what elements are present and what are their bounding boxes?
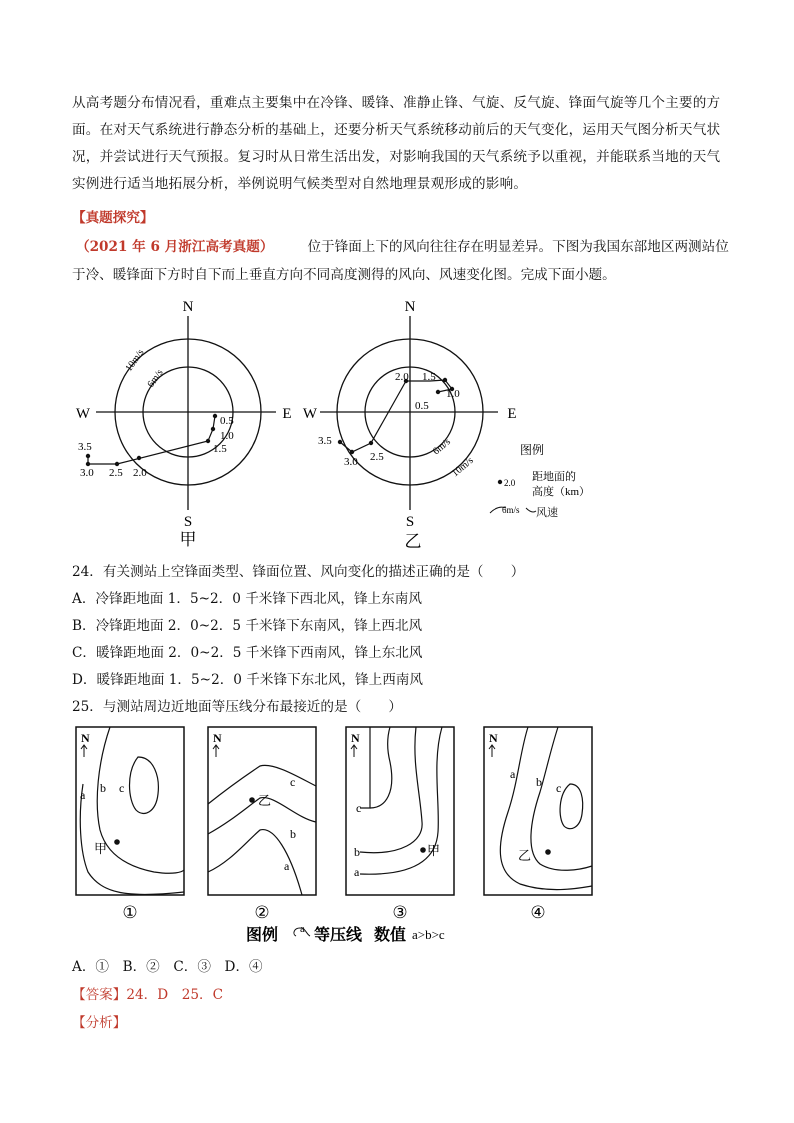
panel-label-3: ③ — [392, 903, 408, 922]
isobar-legend-value: 数值 — [374, 927, 407, 944]
height-label-a-2: 1.5 — [213, 443, 227, 455]
height-label-b-0: 0.5 — [415, 400, 429, 412]
station-label-b: 乙 — [404, 532, 422, 551]
station-label-4: 乙 — [518, 848, 532, 863]
answer-line — [72, 983, 223, 1003]
q24-option-c[interactable]: C．暖锋距地面 2．0~2．5 千米锋下西南风，锋上东北风 — [72, 645, 423, 661]
compass-n-b: N — [404, 299, 416, 315]
wind-figure — [70, 292, 610, 554]
isobar-panel-2 — [208, 727, 316, 922]
legend-ring-value: 6m/s — [502, 505, 520, 515]
height-label-a-0: 0.5 — [220, 415, 234, 427]
answer-text: 24．D 25．C — [126, 987, 224, 1003]
q25-stem: 25．与测站周边近地面等压线分布最接近的是（ ） — [72, 699, 402, 715]
height-label-b-1: 1.0 — [446, 388, 460, 400]
station-label-a: 甲 — [179, 530, 197, 549]
height-label-b-5: 3.0 — [344, 456, 358, 468]
north-label-2: N — [213, 731, 222, 745]
height-label-a-6: 3.5 — [78, 441, 92, 453]
isobar-3-b: b — [354, 845, 360, 859]
station-label-1: 甲 — [94, 841, 108, 856]
question-source-line — [76, 235, 729, 255]
isobar-3-c: c — [356, 801, 362, 815]
isobar-panel-3 — [346, 727, 454, 922]
compass-e-a: E — [282, 406, 292, 422]
panel-label-2: ② — [254, 903, 270, 922]
isobar-4-a: a — [510, 767, 516, 781]
isobar-legend-sample: a — [300, 923, 305, 935]
height-label-a-5: 3.0 — [80, 467, 94, 479]
ring-outer-label-b: 10m/s — [449, 455, 476, 480]
q24-option-a[interactable]: A．冷锋距地面 1．5~2．0 千米锋下西北风，锋上东南风 — [72, 591, 422, 607]
height-label-a-3: 2.0 — [133, 467, 147, 479]
wind-diagram-a — [76, 299, 292, 549]
compass-s-b: S — [405, 514, 415, 530]
intro-paragraph: 从高考题分布情况看，重难点主要集中在冷锋、暖锋、准静止锋、气旋、反气旋、锋面气旋等几个主要的方面。在对天气系统进行静态分析的基础上，还要分析天气系统移动前后的天气变化，运用天气图分析天气状况，并尝试进行天气预报。复习时从日常生活出发，对影响我国的天气系统予以重视，并能联系当地的天气实例进行适当地拓展分析，举例说明气候类型对自然地理景观形成的影响。 — [72, 95, 721, 192]
q24-option-b[interactable]: B．冷锋距地面 2．0~2．5 千米锋下东南风，锋上西北风 — [72, 618, 423, 634]
isobar-3-a: a — [354, 865, 360, 879]
isobar-1-b: b — [100, 781, 106, 795]
isobar-4-b: b — [536, 775, 542, 789]
isobar-4-c: c — [556, 781, 562, 795]
legend-dot-label-1: 距地面的 — [532, 471, 576, 483]
isobar-legend-order: a>b>c — [412, 927, 445, 942]
isobar-2-b: b — [290, 827, 296, 841]
ring-inner-label-b: 6m/s — [430, 436, 453, 458]
answer-label: 【答案】 — [72, 987, 127, 1003]
legend-dot-label-2: 高度（km） — [532, 486, 591, 498]
isobar-figure — [70, 722, 630, 946]
question-stem-first: 位于锋面上下的风向往往存在明显差异。下图为我国东部地区两测站位 — [307, 239, 729, 255]
compass-s-a: S — [183, 514, 193, 530]
height-label-b-4: 2.5 — [370, 451, 384, 463]
compass-w-b: W — [302, 406, 318, 422]
question-stem-rest: 于冷、暖锋面下方时自下而上垂直方向不同高度测得的风向、风速变化图。完成下面小题。 — [72, 267, 616, 283]
panel-label-1: ① — [122, 903, 138, 922]
height-label-b-2: 1.5 — [422, 371, 436, 383]
wind-diagram-b — [303, 299, 517, 551]
compass-n-a: N — [182, 299, 194, 315]
north-label-1: N — [81, 731, 90, 745]
north-label-4: N — [489, 731, 498, 745]
height-label-b-3: 2.0 — [395, 371, 409, 383]
panel-label-4: ④ — [530, 903, 546, 922]
legend-dot-value: 2.0 — [504, 478, 516, 488]
north-label-3: N — [351, 731, 360, 745]
q24-stem: 24．有关测站上空锋面类型、锋面位置、风向变化的描述正确的是（ ） — [72, 564, 525, 580]
legend-ring-label-text: 风速 — [536, 506, 558, 519]
analysis-label: 【分析】 — [72, 1015, 127, 1031]
isobar-panel-4 — [484, 727, 592, 922]
source-tag: （2021 年 6 月浙江高考真题） — [76, 239, 274, 255]
wind-legend-title: 图例 — [520, 443, 545, 457]
station-label-2: 乙 — [258, 793, 272, 808]
isobar-1-c: c — [119, 781, 125, 795]
compass-w-a: W — [75, 406, 91, 422]
isobar-legend — [246, 923, 445, 944]
q24-option-d[interactable]: D．暖锋距地面 1．5~2．0 千米锋下东北风，锋上西南风 — [72, 672, 423, 688]
q25-options[interactable]: A．① B．② C．③ D．④ — [72, 959, 263, 975]
isobar-2-c: c — [290, 775, 296, 789]
isobar-1-a: a — [80, 788, 86, 802]
height-label-a-1: 1.0 — [220, 430, 234, 442]
ring-outer-label-a: 10m/s — [123, 347, 147, 374]
station-label-3: 甲 — [427, 843, 441, 858]
height-label-a-4: 2.5 — [109, 467, 123, 479]
isobar-panel-1 — [76, 727, 184, 922]
ring-inner-label-a: 6m/s — [145, 367, 166, 390]
compass-e-b: E — [507, 406, 517, 422]
isobar-2-a: a — [284, 859, 290, 873]
isobar-legend-name: 等压线 — [314, 927, 363, 944]
isobar-legend-title: 图例 — [246, 927, 279, 944]
section-title: 【真题探究】 — [72, 210, 154, 226]
height-label-b-6: 3.5 — [318, 435, 332, 447]
